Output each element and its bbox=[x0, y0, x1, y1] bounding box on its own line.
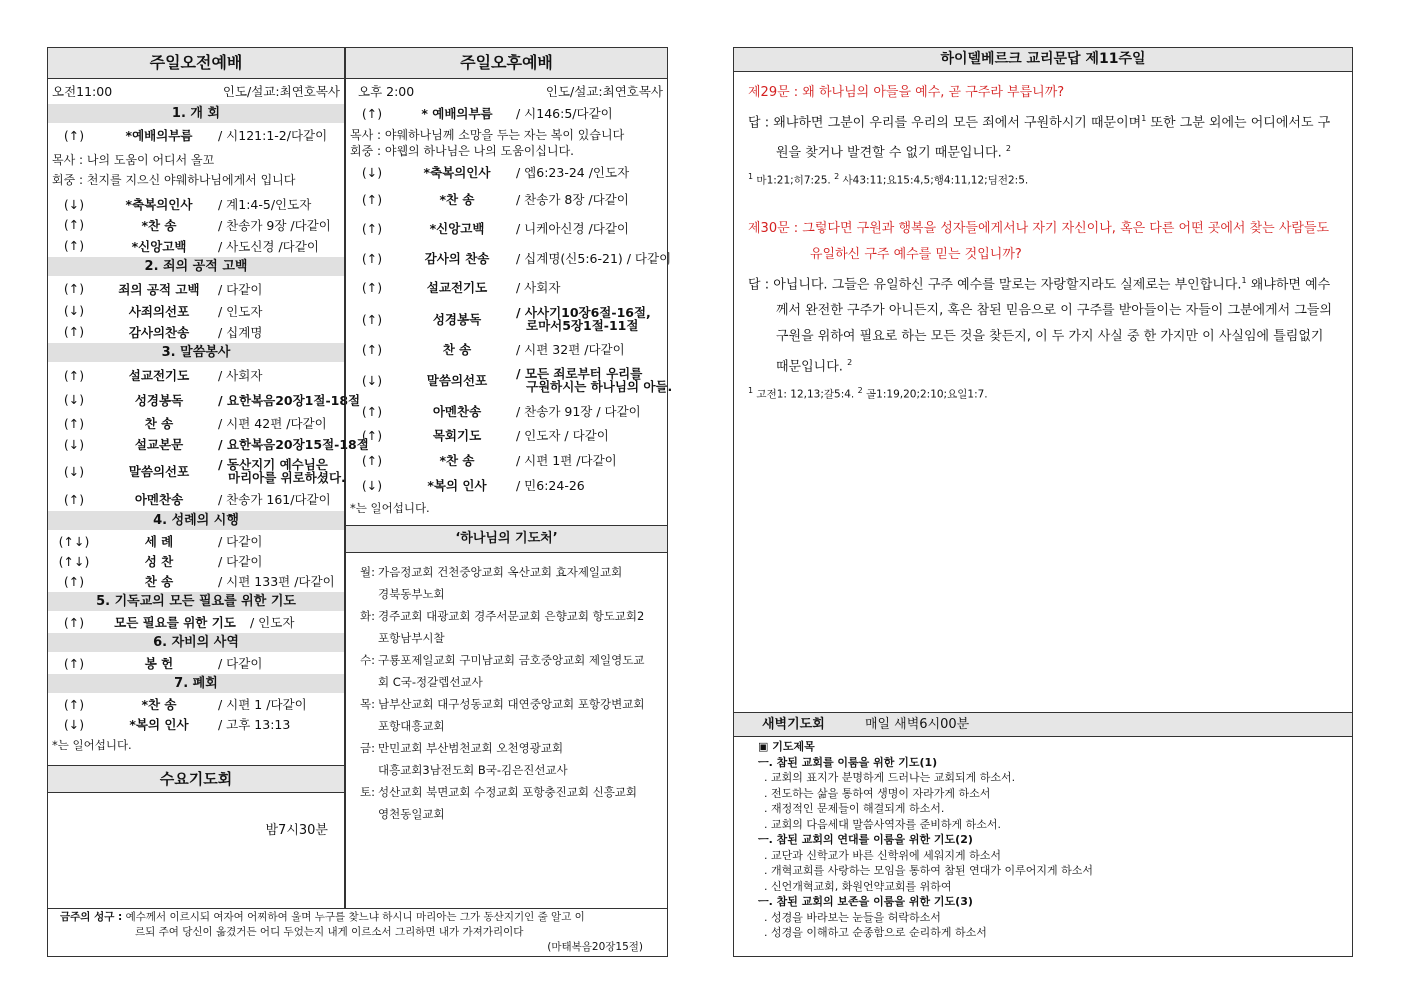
arrow: (↑) bbox=[63, 127, 85, 143]
afternoon-proclamation-row: (↓) 말씀의선포 / 모든 죄로부터 우리를 구원하시는 하나님의 아들. bbox=[361, 366, 673, 394]
answer-29-cont: 원을 찾거나 발견할 수 없기 때문입니다. $^2$ bbox=[776, 144, 1011, 161]
list-item: . 교단과 신학교가 바른 신학위에 세워지게 하소서 bbox=[764, 848, 1001, 862]
weekly-verse-line-2: 르되 주여 당신이 옮겼거든 어디 두었는지 내게 이르소서 그리하면 내가 가져가리이다 bbox=[135, 926, 524, 938]
afternoon-service-panel bbox=[345, 47, 673, 526]
list-item: ㅡ. 참된 교회를 이룸을 위한 기도(1) bbox=[758, 755, 938, 769]
list-item: ▣ 기도제목 bbox=[758, 740, 815, 753]
prayer-day: 화: 경주교회 대광교회 경주서문교회 은향교회 항도교회2 포항남부시찰 bbox=[360, 609, 645, 645]
answer-30-cont: 께서 완전한 구주가 아니든지, 혹은 참된 믿음으로 이 구주를 받아들이는 자들이 그분에게서 그들의 구원을 위하여 필요로 하는 모든 것을 찾든지, 이 두 가지 사실 중 한 가지만 이 사실임에 틀림없기 때문입니다. $^2$ bbox=[776, 303, 1333, 375]
list-item: . 전도하는 삶을 통하여 생명이 자라가게 하소서 bbox=[764, 786, 991, 800]
dawn-title: 새벽기도회 bbox=[762, 717, 825, 732]
afternoon-response-2: 회중 : 야웹의 하나님은 나의 도움이십니다. bbox=[350, 144, 574, 158]
list-item: (↑) 감사의 찬송 / 십계명(신5:6-21) / 다같이 bbox=[361, 250, 672, 266]
list-item: (↑) 봉 헌 / 다같이 bbox=[63, 655, 263, 671]
list-item: (↑) *찬 송 / 시편 1 /다같이 bbox=[63, 696, 307, 712]
morning-section-2: 2. 죄의 공적 고백 bbox=[48, 257, 344, 276]
afternoon-note: *는 일어섭니다. bbox=[350, 501, 430, 515]
morning-title: 주일오전예배 bbox=[48, 48, 344, 79]
list-item: (↑) 설교전기도 / 사회자 bbox=[63, 367, 263, 383]
morning-proclamation-row: (↓) 말씀의선포 / 동산지기 예수님은 마리아를 위로하셨다. bbox=[63, 457, 346, 485]
list-item: (↑↓) 성 찬 / 다같이 bbox=[58, 553, 263, 569]
prayer-day: 목: 남부산교회 대구성동교회 대연중앙교회 포항강변교회 포항대흥교회 bbox=[360, 697, 645, 733]
prayer-day: 월: 가음정교회 건천중앙교회 옥산교회 효자제일교회 경북동부노회 bbox=[360, 565, 623, 601]
list-item: (↑) 찬 송 / 시편 42편 /다같이 bbox=[63, 415, 327, 431]
list-item: (↑) 아멘찬송 / 찬송가 161/다같이 bbox=[63, 491, 331, 507]
weekly-verse-label: 금주의 성구 : bbox=[60, 911, 123, 923]
morning-section-1: 1. 개 회 bbox=[48, 104, 344, 123]
morning-time: 오전11:00 bbox=[52, 84, 113, 99]
question-29: 제29문 : 왜 하나님의 아들을 예수, 곧 구주라 부릅니까? bbox=[748, 85, 1065, 100]
list-item: (↑) *신앙고백 / 사도신경 /다같이 bbox=[63, 238, 319, 254]
weekly-verse-panel bbox=[47, 908, 668, 957]
item-value: / 시121:1-2/다같이 bbox=[218, 128, 328, 143]
morning-section-4: 4. 성례의 시행 bbox=[48, 511, 344, 530]
wednesday-time: 밤7시30분 bbox=[265, 823, 328, 838]
afternoon-time: 오후 2:00 bbox=[358, 84, 415, 99]
list-item: (↓) *복의 인사 / 고후 13:13 bbox=[63, 716, 291, 732]
prayer-day: 수: 구룡포제일교회 구미남교회 금호중앙교회 제일영도교 회 C국-정갈렙선교사 bbox=[360, 653, 645, 689]
morning-note: *는 일어섭니다. bbox=[52, 738, 132, 752]
list-item: . 성경을 바라보는 눈들을 허락하소서 bbox=[764, 910, 941, 924]
list-item: (↑) 목회기도 / 인도자 / 다같이 bbox=[361, 427, 609, 443]
prayer-days-list bbox=[346, 553, 667, 825]
prayer-day: 금: 만민교회 부산범천교회 오천영광교회 대흥교회3남전도회 B국-김은진선교사 bbox=[360, 741, 568, 777]
list-item: . 교회의 표지가 분명하게 드러나는 교회되게 하소서. bbox=[764, 771, 1016, 784]
list-item: (↑) *신앙고백 / 니케아신경 /다같이 bbox=[361, 220, 629, 236]
morning-response-1: 목사 : 나의 도움이 어디서 올꼬 bbox=[52, 153, 215, 167]
morning-leader: 인도/설교:최연호목사 bbox=[222, 84, 340, 99]
list-item: . 재정적인 문제들이 해결되게 하소서. bbox=[764, 802, 945, 815]
footnote-29: $^1$ 마1:21;히7:25. $^2$ 사43:11;요15:4,5;행4:11,12;딤전2:5. bbox=[748, 171, 1029, 187]
afternoon-title: 주일오후예배 bbox=[346, 48, 667, 79]
dawn-prayer-panel bbox=[733, 712, 1353, 957]
list-item: (↑) 아멘찬송 / 찬송가 91장 / 다같이 bbox=[361, 403, 641, 419]
dawn-prayer-list bbox=[734, 737, 1352, 941]
answer-29: 답 : 왜냐하면 그분이 우리를 우리의 모든 죄에서 구원하시기 때문이며$^1$ 또한 그분 외에는 어디에서도 구 bbox=[748, 114, 1331, 131]
prayer-places-panel bbox=[345, 525, 668, 909]
catechism-panel bbox=[733, 47, 1353, 713]
wednesday-prayer-panel bbox=[47, 765, 345, 909]
list-item: . 교회의 다음세대 말씀사역자를 준비하게 하소서. bbox=[764, 817, 1001, 831]
wednesday-title: 수요기도회 bbox=[48, 766, 344, 793]
question-30-cont: 유일하신 구주 예수를 믿는 것입니까? bbox=[810, 247, 1022, 263]
list-item: ㅡ. 참된 교회의 보존을 이룸을 위한 기도(3) bbox=[758, 895, 973, 908]
morning-service-panel bbox=[47, 47, 369, 766]
list-item: (↑) *찬 송 / 찬송가 9장 /다같이 bbox=[63, 217, 331, 233]
morning-section-3: 3. 말씀봉사 bbox=[48, 343, 344, 362]
footnote-30: $^1$ 고전1: 12,13;갈5:4. $^2$ 골1:19,20;2:10;요일1:7. bbox=[748, 385, 988, 401]
weekly-verse-line-1: 예수께서 이르시되 여자여 어찌하여 울며 누구를 찾느냐 하시니 마리아는 그가 동산지기인 줄 알고 이 bbox=[125, 911, 585, 923]
morning-call-row bbox=[48, 124, 344, 146]
list-item: (↑) 찬 송 / 시편 133편 /다같이 bbox=[63, 573, 335, 589]
afternoon-call-row: (↑) * 예배의부름 / 시146:5/다같이 bbox=[361, 105, 613, 121]
list-item: . 신언개혁교회, 화원언약교회를 위하여 bbox=[764, 879, 952, 893]
list-item: (↑) 모든 필요를 위한 기도 / 인도자 bbox=[63, 614, 295, 630]
morning-section-7: 7. 폐회 bbox=[48, 674, 344, 693]
list-item: (↑↓) 세 례 / 다같이 bbox=[58, 533, 263, 549]
prayer-day: 토: 성산교회 북면교회 수정교회 포항충진교회 신흥교회 영천동일교회 bbox=[360, 785, 638, 821]
list-item: (↓) 사죄의선포 / 인도자 bbox=[63, 303, 263, 319]
dawn-time: 매일 새벽6시00분 bbox=[864, 717, 970, 732]
list-item: (↓) *축복의인사 / 계1:4-5/인도자 bbox=[63, 196, 312, 212]
morning-section-1-items bbox=[48, 194, 344, 256]
prayer-places-title: ‘하나님의 기도처’ bbox=[346, 526, 667, 553]
list-item: (↓) 성경봉독 / 요한복음20장1절-18절 bbox=[63, 392, 361, 408]
list-item: ㅡ. 참된 교회의 연대를 이룸을 위한 기도(2) bbox=[758, 833, 973, 846]
list-item: (↑) *찬 송 / 찬송가 8장 /다같이 bbox=[361, 191, 629, 207]
list-item: (↑) *찬 송 / 시편 1편 /다같이 bbox=[361, 452, 617, 468]
afternoon-response-1: 목사 : 야웨하나님께 소망을 두는 자는 복이 있습니다 bbox=[350, 128, 625, 142]
list-item: (↓) *복의 인사 / 민6:24-26 bbox=[361, 477, 585, 493]
morning-response-2: 회중 : 천지를 지으신 야웨하나님에게서 입니다 bbox=[52, 173, 296, 187]
item-name: *예배의부름 bbox=[125, 128, 193, 143]
list-item: (↑) 설교전기도 / 사회자 bbox=[361, 279, 561, 295]
afternoon-leader: 인도/설교:최연호목사 bbox=[545, 84, 663, 99]
morning-section-5: 5. 기독교의 모든 필요를 위한 기도 bbox=[48, 592, 344, 611]
weekly-verse-reference: (마태복음20장15절) bbox=[547, 941, 643, 953]
list-item: (↑) 감사의찬송 / 십계명 bbox=[63, 324, 263, 340]
list-item: (↑) 찬 송 / 시편 32편 /다같이 bbox=[361, 341, 625, 357]
list-item: (↑) 죄의 공적 고백 / 다같이 bbox=[63, 281, 263, 297]
morning-section-6: 6. 자비의 사역 bbox=[48, 633, 344, 652]
answer-30: 답 : 아닙니다. 그들은 유일하신 구주 예수를 말로는 자랑할지라도 실제로는 부인합니다.$^1$ 왜냐하면 예수 bbox=[748, 276, 1331, 293]
list-item: (↓) 설교본문 / 요한복음20장15절-18절 bbox=[63, 436, 369, 452]
question-30: 제30문 : 그렇다면 구원과 행복을 성자들에게서나 자기 자신이나, 혹은 다른 어떤 곳에서 찾는 사람들도 bbox=[748, 221, 1330, 237]
catechism-title: 하이델베르크 교리문답 제11주일 bbox=[734, 48, 1352, 72]
afternoon-reading-row: (↑) 성경봉독 / 사사기10장6절-16절, 로마서5장1절-11절 bbox=[361, 305, 651, 333]
list-item: (↓) *축복의인사 / 엡6:23-24 /인도자 bbox=[361, 164, 630, 180]
list-item: . 개혁교회를 사랑하는 모임을 통하여 참된 연대가 이루어지게 하소서 bbox=[764, 864, 1093, 877]
list-item: . 성경을 이해하고 순종함으로 순리하게 하소서 bbox=[764, 926, 987, 939]
